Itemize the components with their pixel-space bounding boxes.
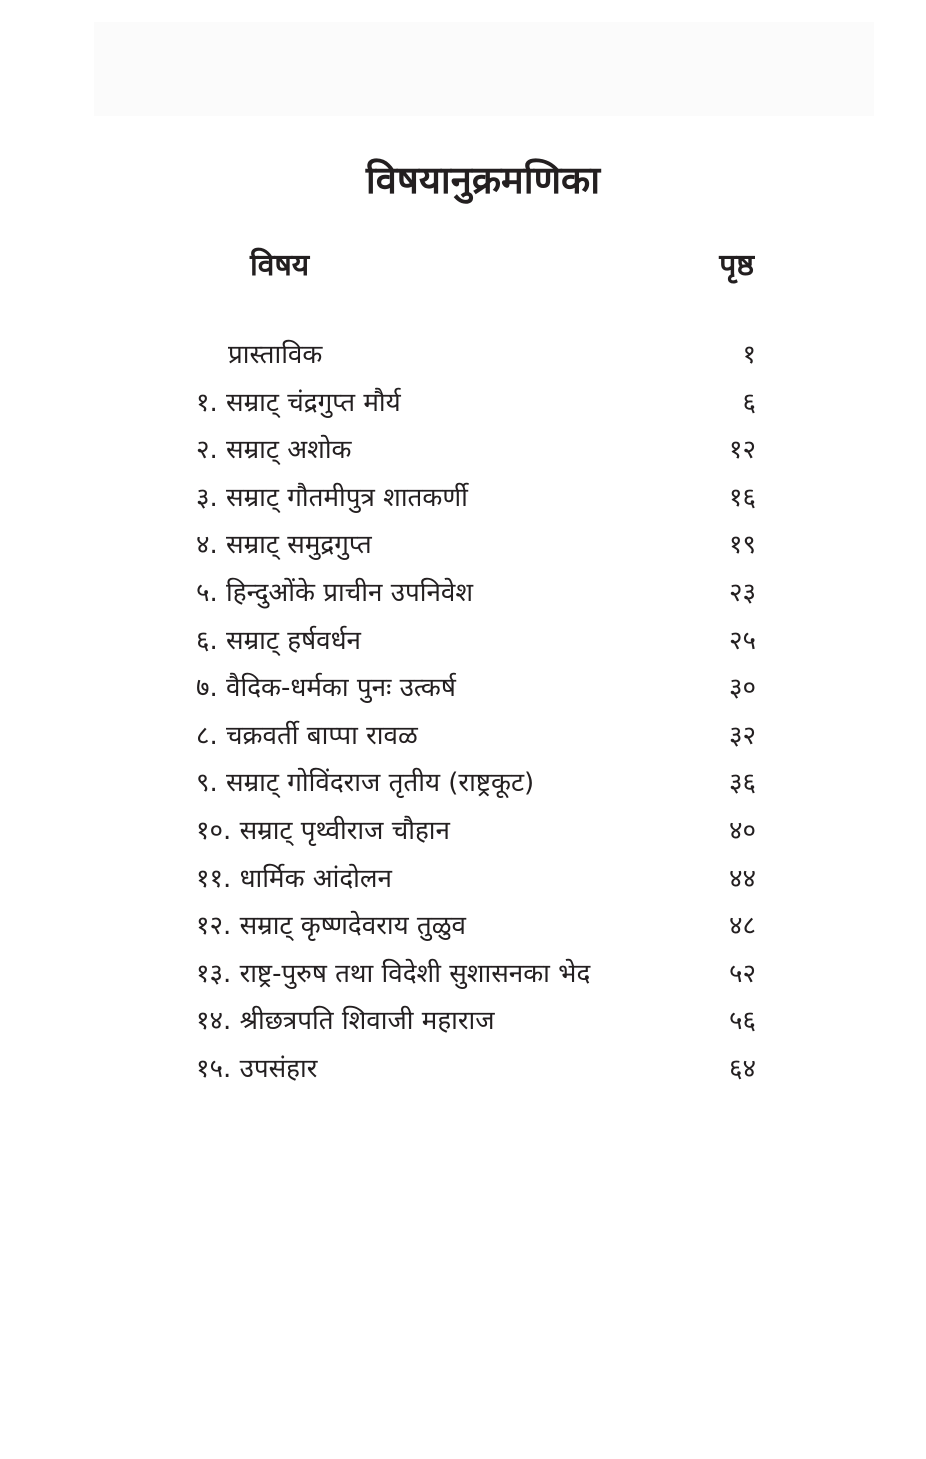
table-of-contents: [0, 332, 926, 1094]
toc-entry-title: १०. सम्राट् पृथ्वीराज चौहान: [196, 815, 450, 846]
toc-entry-title: १४. श्रीछत्रपति शिवाजी महाराज: [196, 1006, 495, 1037]
toc-entry[interactable]: [0, 760, 926, 808]
toc-entry-page: १२: [728, 435, 756, 466]
toc-entry[interactable]: [0, 332, 926, 380]
toc-entry[interactable]: [0, 903, 926, 951]
toc-entry-page: ६: [742, 387, 756, 418]
toc-entry-page: ५२: [728, 958, 756, 989]
toc-entry-page: ६४: [728, 1053, 756, 1084]
toc-entry-page: १९: [728, 530, 756, 561]
toc-entry-page: १: [742, 340, 756, 370]
toc-entry[interactable]: [0, 380, 926, 428]
toc-entry-page: ४४: [728, 863, 756, 894]
toc-entry-title: १. सम्राट् चंद्रगुप्त मौर्य: [196, 387, 401, 418]
toc-entry-page: ३६: [728, 768, 756, 799]
toc-entry[interactable]: [0, 427, 926, 475]
header-band: [94, 22, 874, 116]
toc-entry-title: २. सम्राट् अशोक: [196, 435, 352, 466]
toc-entry[interactable]: [0, 951, 926, 999]
toc-entry-title: ५. हिन्दुओंके प्राचीन उपनिवेश: [196, 577, 474, 608]
page-column-header: पृष्ठ: [719, 248, 754, 283]
toc-entry-page: ५६: [728, 1006, 756, 1037]
toc-entry-title: १३. राष्ट्र-पुरुष तथा विदेशी सुशासनका भेद: [196, 958, 591, 989]
toc-entry-page: १६: [728, 482, 756, 513]
toc-entry[interactable]: [0, 618, 926, 666]
toc-entry-page: ३०: [728, 673, 756, 704]
toc-entry-title: ११. धार्मिक आंदोलन: [196, 863, 392, 894]
toc-entry[interactable]: [0, 475, 926, 523]
subject-column-header: विषय: [250, 248, 310, 283]
toc-entry[interactable]: [0, 998, 926, 1046]
toc-entry-page: ३२: [728, 720, 756, 751]
toc-entry-title: ९. सम्राट् गोविंदराज तृतीय (राष्ट्रकूट): [196, 768, 535, 799]
toc-entry-title: ६. सम्राट् हर्षवर्धन: [196, 625, 361, 656]
page-title: विषयानुक्रमणिका: [365, 158, 601, 202]
toc-entry-title: १५. उपसंहार: [196, 1053, 318, 1084]
toc-entry-title: ७. वैदिक-धर्मका पुनः उत्कर्ष: [196, 673, 456, 704]
toc-entry-page: ४८: [728, 911, 756, 942]
toc-entry[interactable]: [0, 713, 926, 761]
toc-entry-title: ३. सम्राट् गौतमीपुत्र शातकर्णी: [196, 482, 468, 513]
toc-entry-page: ४०: [728, 815, 756, 846]
toc-entry[interactable]: [0, 808, 926, 856]
toc-entry-page: २३: [728, 577, 756, 608]
toc-entry[interactable]: [0, 1046, 926, 1094]
toc-entry[interactable]: [0, 856, 926, 904]
toc-entry[interactable]: [0, 665, 926, 713]
toc-entry-title: प्रास्ताविक: [228, 340, 323, 370]
toc-entry-title: १२. सम्राट् कृष्णदेवराय तुळुव: [196, 911, 466, 942]
toc-entry[interactable]: [0, 522, 926, 570]
toc-entry-page: २५: [728, 625, 756, 656]
toc-entry-title: ८. चक्रवर्ती बाप्पा रावळ: [196, 720, 418, 751]
toc-entry[interactable]: [0, 570, 926, 618]
toc-entry-title: ४. सम्राट् समुद्रगुप्त: [196, 530, 372, 561]
